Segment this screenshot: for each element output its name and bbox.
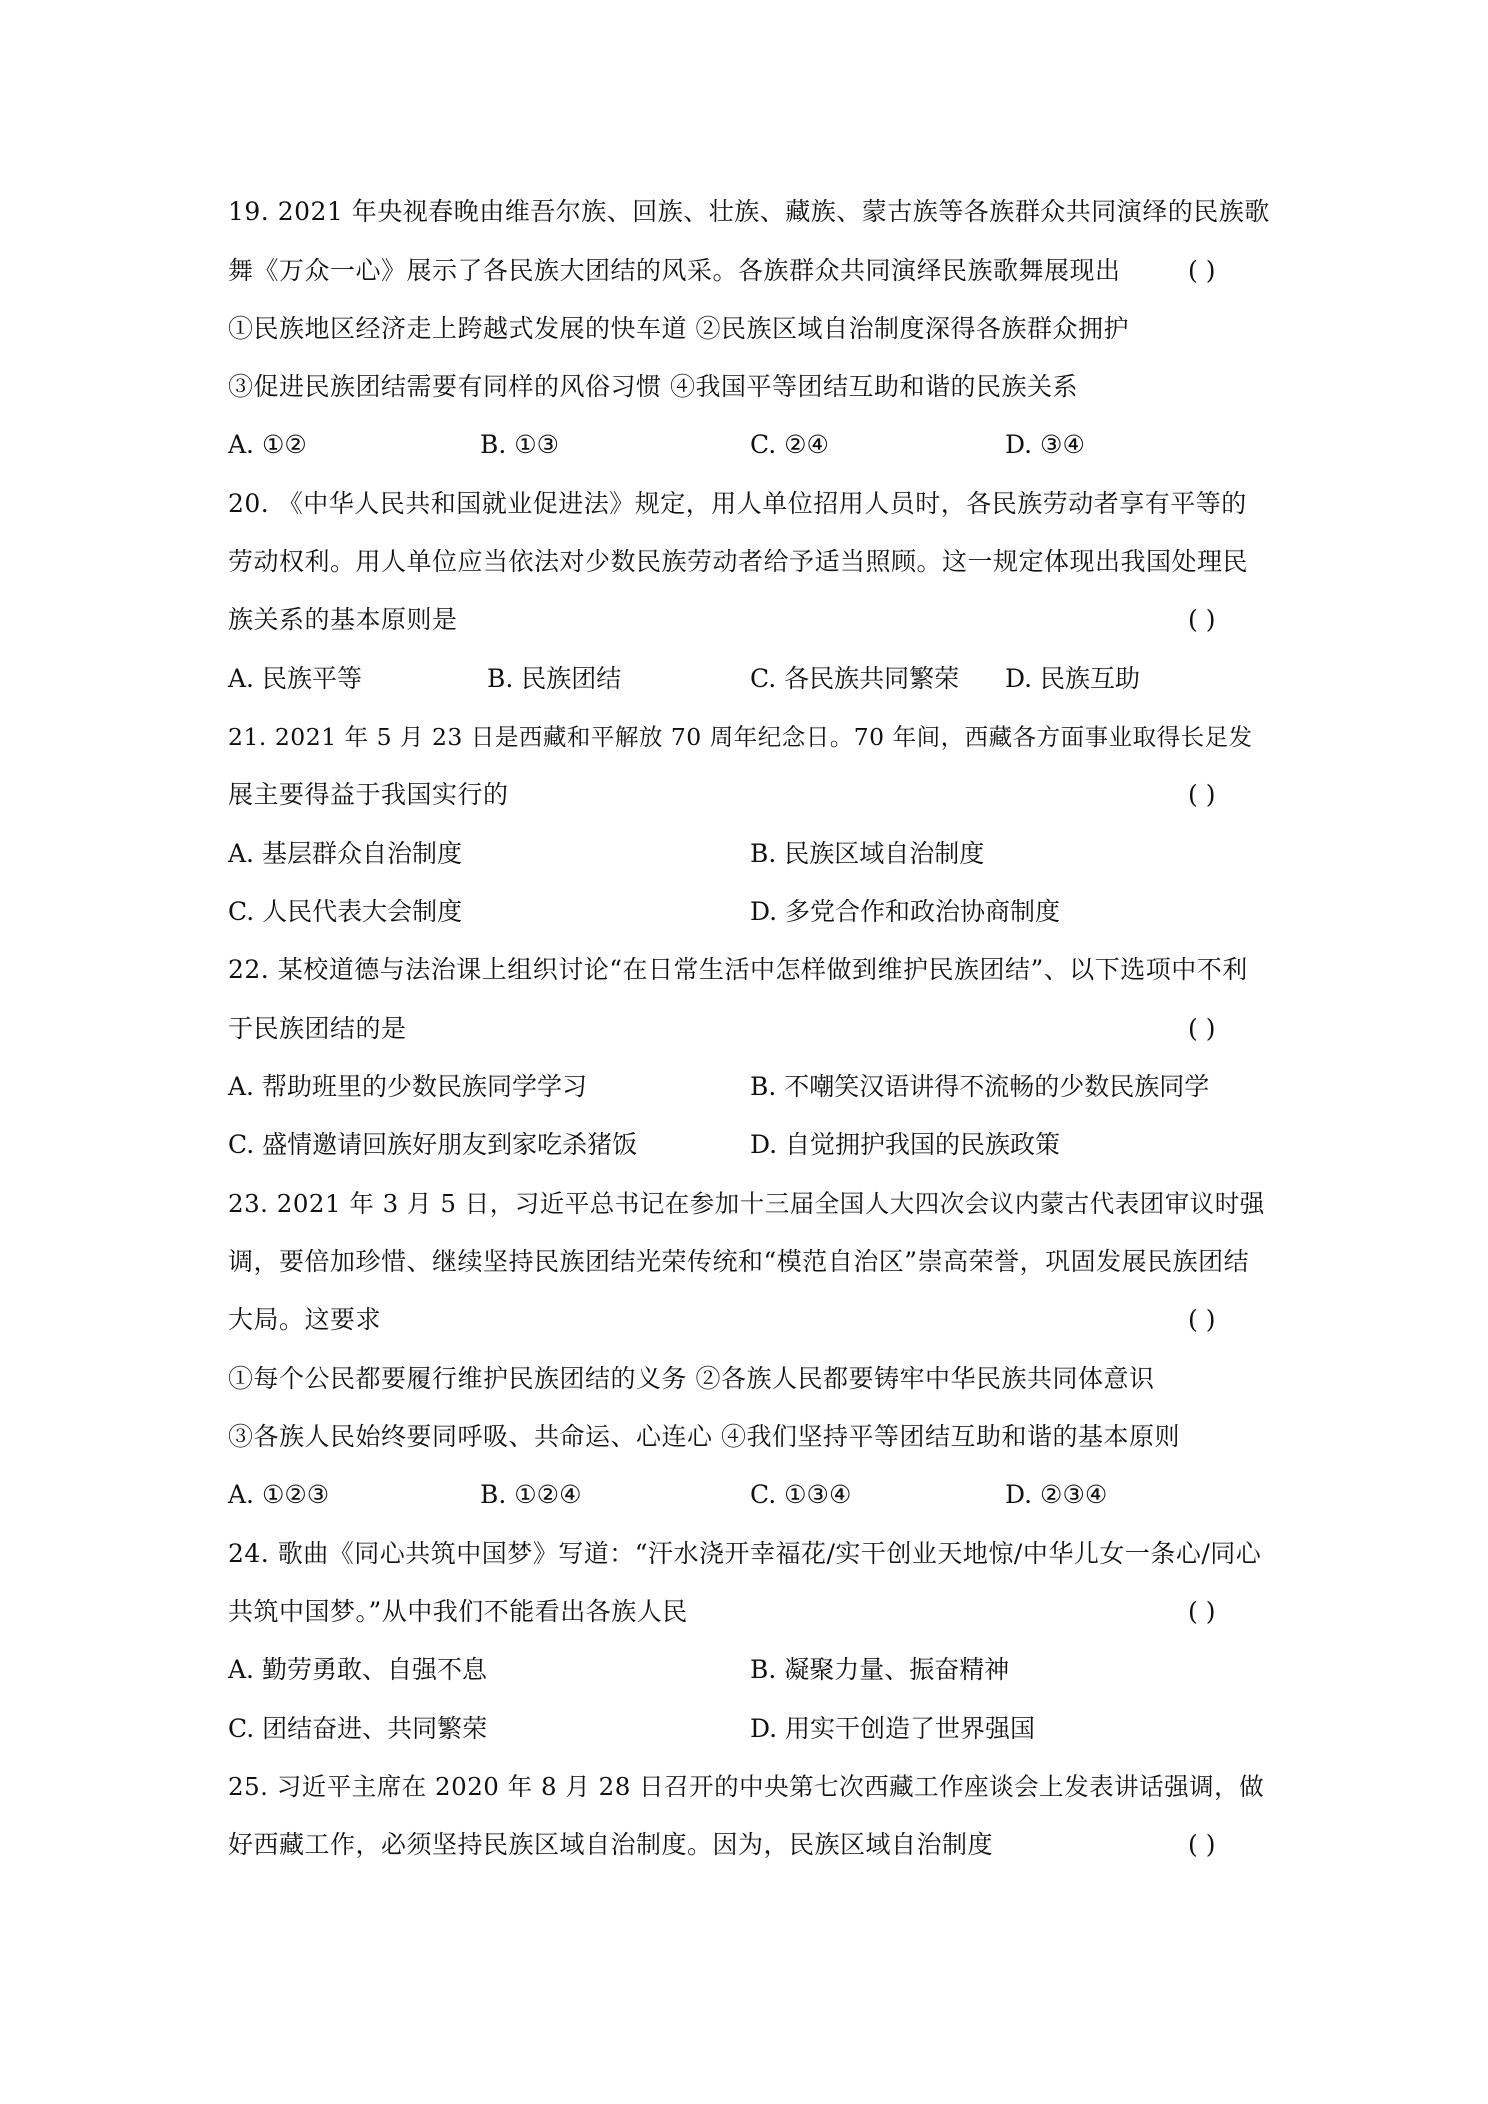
option-b: B. ①③ [480,430,560,459]
question-24-line-2: 共筑中国梦。”从中我们不能看出各族人民 [228,1597,688,1626]
answer-blank: ( ) [1188,780,1216,809]
option-a: A. ①②③ [228,1480,330,1509]
option-a: A. 基层群众自治制度 [228,839,462,868]
question-21-line-1: 21. 2021 年 5 月 23 日是西藏和平解放 70 周年纪念日。70 年间，西藏各方面事业取得长足发 [228,723,1253,751]
question-19-line-1: 19. 2021 年央视春晚由维吾尔族、回族、壮族、藏族、蒙古族等各族群众共同演绎的民族歌 [228,197,1270,226]
option-d: D. 民族互助 [1005,664,1141,693]
statement-line: ③各族人民始终要同呼吸、共命运、心连心 ④我们坚持平等团结互助和谐的基本原则 [228,1422,1180,1451]
question-21-line-2: 展主要得益于我国实行的 [228,780,509,809]
answer-blank: ( ) [1188,1830,1216,1859]
question-23-line-1: 23. 2021 年 3 月 5 日，习近平总书记在参加十三届全国人大四次会议内蒙古代表团审议时强 [228,1189,1265,1218]
answer-blank: ( ) [1188,605,1216,634]
question-19-line-2: 舞《万众一心》展示了各民族大团结的风采。各族群众共同演绎民族歌舞展现出 [228,256,1121,285]
option-b: B. 民族团结 [487,664,622,693]
option-a: A. ①② [228,430,307,459]
option-d: D. 用实干创造了世界强国 [750,1714,1036,1743]
option-b: B. 民族区域自治制度 [750,839,985,868]
option-c: C. 各民族共同繁荣 [750,664,960,693]
answer-blank: ( ) [1188,1305,1216,1334]
option-c: C. 盛情邀请回族好朋友到家吃杀猪饭 [228,1130,638,1159]
option-c: C. ①③④ [750,1480,852,1509]
answer-blank: ( ) [1188,256,1216,285]
option-a: A. 帮助班里的少数民族同学学习 [228,1072,587,1101]
question-23-line-3: 大局。这要求 [228,1305,382,1334]
option-b: B. 凝聚力量、振奋精神 [750,1655,1010,1684]
option-d: D. 多党合作和政治协商制度 [750,897,1061,926]
answer-blank: ( ) [1188,1597,1216,1626]
option-d: D. ②③④ [1005,1480,1108,1509]
question-24-line-1: 24. 歌曲《同心共筑中国梦》写道：“汗水浇开幸福花/实干创业天地惊/中华儿女一条心/同心 [228,1539,1262,1568]
option-a: A. 民族平等 [228,664,362,693]
option-c: C. 团结奋进、共同繁荣 [228,1714,488,1743]
option-d: D. 自觉拥护我国的民族政策 [750,1130,1061,1159]
question-20-line-2: 劳动权利。用人单位应当依法对少数民族劳动者给予适当照顾。这一规定体现出我国处理民 [228,547,1249,576]
statement-line: ①每个公民都要履行维护民族团结的义务 ②各族人民都要铸牢中华民族共同体意识 [228,1364,1155,1393]
statement-line: ③促进民族团结需要有同样的风俗习惯 ④我国平等团结互助和谐的民族关系 [228,372,1078,401]
option-b: B. 不嘲笑汉语讲得不流畅的少数民族同学 [750,1072,1210,1101]
answer-blank: ( ) [1188,1014,1216,1043]
option-a: A. 勤劳勇敢、自强不息 [228,1655,487,1684]
option-b: B. ①②④ [480,1480,582,1509]
question-22-line-1: 22. 某校道德与法治课上组织讨论“在日常生活中怎样做到维护民族团结”、以下选项中不利 [228,955,1248,984]
option-c: C. 人民代表大会制度 [228,897,463,926]
question-25-line-1: 25. 习近平主席在 2020 年 8 月 28 日召开的中央第七次西藏工作座谈会上发表讲话强调，做 [228,1772,1265,1801]
question-22-line-2: 于民族团结的是 [228,1014,407,1043]
option-c: C. ②④ [750,430,829,459]
option-d: D. ③④ [1005,430,1085,459]
question-20-line-3: 族关系的基本原则是 [228,605,458,634]
statement-line: ①民族地区经济走上跨越式发展的快车道 ②民族区域自治制度深得各族群众拥护 [228,314,1129,343]
question-25-line-2: 好西藏工作，必须坚持民族区域自治制度。因为，民族区域自治制度 [228,1830,994,1859]
question-23-line-2: 调，要倍加珍惜、继续坚持民族团结光荣传统和“模范自治区”崇高荣誉，巩固发展民族团结 [228,1247,1250,1276]
question-20-line-1: 20. 《中华人民共和国就业促进法》规定，用人单位招用人员时，各民族劳动者享有平等的 [228,489,1247,518]
